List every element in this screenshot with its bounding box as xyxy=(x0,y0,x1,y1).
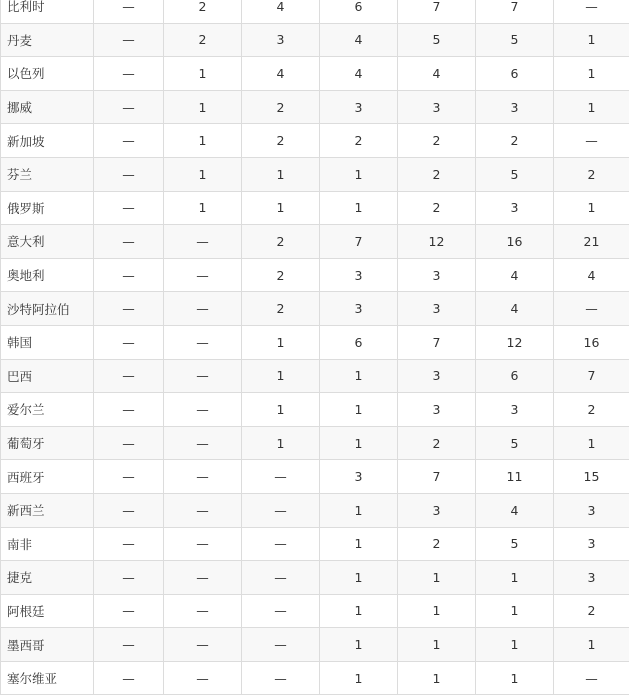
table-row xyxy=(1,628,629,662)
value-cell: — xyxy=(164,460,242,494)
value-cell: 1 xyxy=(320,426,398,460)
value-cell: 3 xyxy=(398,393,476,427)
value-cell: — xyxy=(94,0,164,23)
country-name-cell: 阿根廷 xyxy=(1,594,94,628)
table-row xyxy=(1,258,629,292)
value-cell: 1 xyxy=(554,57,629,91)
country-name-cell: 以色列 xyxy=(1,57,94,91)
value-cell: 1 xyxy=(320,359,398,393)
value-cell: 16 xyxy=(476,225,554,259)
table-row xyxy=(1,157,629,191)
country-name-cell: 新西兰 xyxy=(1,493,94,527)
value-cell: 2 xyxy=(554,594,629,628)
value-cell: 5 xyxy=(476,527,554,561)
value-cell: 4 xyxy=(554,258,629,292)
value-cell: — xyxy=(94,191,164,225)
value-cell: — xyxy=(94,594,164,628)
value-cell: 3 xyxy=(398,90,476,124)
value-cell: 4 xyxy=(320,57,398,91)
value-cell: 1 xyxy=(242,157,320,191)
value-cell: 4 xyxy=(398,57,476,91)
value-cell: 7 xyxy=(398,0,476,23)
country-name-cell: 奥地利 xyxy=(1,258,94,292)
value-cell: 2 xyxy=(554,393,629,427)
value-cell: 7 xyxy=(398,325,476,359)
value-cell: 1 xyxy=(476,561,554,595)
value-cell: 2 xyxy=(320,124,398,158)
value-cell: 1 xyxy=(242,393,320,427)
value-cell: — xyxy=(554,0,629,23)
country-name-cell: 葡萄牙 xyxy=(1,426,94,460)
value-cell: 6 xyxy=(476,57,554,91)
table-row xyxy=(1,527,629,561)
value-cell: 1 xyxy=(242,191,320,225)
value-cell: 1 xyxy=(242,325,320,359)
country-name-cell: 西班牙 xyxy=(1,460,94,494)
value-cell: 1 xyxy=(398,561,476,595)
value-cell: 7 xyxy=(320,225,398,259)
value-cell: 5 xyxy=(398,23,476,57)
value-cell: 1 xyxy=(164,124,242,158)
value-cell: — xyxy=(164,661,242,695)
value-cell: — xyxy=(242,628,320,662)
value-cell: — xyxy=(164,258,242,292)
country-name-cell: 巴西 xyxy=(1,359,94,393)
country-name-cell: 塞尔维亚 xyxy=(1,661,94,695)
value-cell: — xyxy=(242,493,320,527)
table-row xyxy=(1,493,629,527)
value-cell: 1 xyxy=(398,628,476,662)
value-cell: — xyxy=(164,561,242,595)
value-cell: 3 xyxy=(476,393,554,427)
value-cell: — xyxy=(554,124,629,158)
table-row xyxy=(1,23,629,57)
value-cell: 2 xyxy=(242,225,320,259)
value-cell: 1 xyxy=(476,594,554,628)
value-cell: — xyxy=(94,157,164,191)
value-cell: 3 xyxy=(398,493,476,527)
country-name-cell: 俄罗斯 xyxy=(1,191,94,225)
value-cell: 1 xyxy=(554,426,629,460)
value-cell: — xyxy=(94,57,164,91)
table-row xyxy=(1,661,629,695)
country-name-cell: 意大利 xyxy=(1,225,94,259)
value-cell: — xyxy=(94,90,164,124)
value-cell: 2 xyxy=(242,258,320,292)
table-row xyxy=(1,460,629,494)
table-row xyxy=(1,426,629,460)
value-cell: 3 xyxy=(476,191,554,225)
country-name-cell: 挪威 xyxy=(1,90,94,124)
value-cell: 1 xyxy=(164,191,242,225)
country-name-cell: 韩国 xyxy=(1,325,94,359)
value-cell: 3 xyxy=(398,359,476,393)
value-cell: 3 xyxy=(554,527,629,561)
table-row xyxy=(1,561,629,595)
country-name-cell: 芬兰 xyxy=(1,157,94,191)
value-cell: 4 xyxy=(476,258,554,292)
value-cell: 1 xyxy=(164,90,242,124)
value-cell: 1 xyxy=(554,191,629,225)
value-cell: 1 xyxy=(320,493,398,527)
table-row xyxy=(1,57,629,91)
value-cell: 3 xyxy=(398,292,476,326)
value-cell: — xyxy=(164,527,242,561)
value-cell: — xyxy=(94,325,164,359)
value-cell: 5 xyxy=(476,426,554,460)
value-cell: 2 xyxy=(398,426,476,460)
value-cell: 1 xyxy=(242,359,320,393)
value-cell: — xyxy=(164,493,242,527)
value-cell: — xyxy=(164,225,242,259)
value-cell: — xyxy=(94,527,164,561)
table-row xyxy=(1,292,629,326)
value-cell: 1 xyxy=(476,661,554,695)
value-cell: — xyxy=(554,661,629,695)
value-cell: 1 xyxy=(476,628,554,662)
value-cell: 15 xyxy=(554,460,629,494)
value-cell: — xyxy=(94,661,164,695)
value-cell: 2 xyxy=(398,527,476,561)
value-cell: — xyxy=(94,359,164,393)
value-cell: 1 xyxy=(554,90,629,124)
table-row xyxy=(1,325,629,359)
value-cell: 12 xyxy=(398,225,476,259)
value-cell: — xyxy=(164,426,242,460)
value-cell: 1 xyxy=(320,661,398,695)
value-cell: 1 xyxy=(320,393,398,427)
value-cell: 1 xyxy=(164,57,242,91)
value-cell: 4 xyxy=(476,292,554,326)
table-row xyxy=(1,225,629,259)
value-cell: 3 xyxy=(242,23,320,57)
value-cell: — xyxy=(94,393,164,427)
value-cell: — xyxy=(94,292,164,326)
value-cell: — xyxy=(164,292,242,326)
value-cell: 4 xyxy=(476,493,554,527)
value-cell: 1 xyxy=(242,426,320,460)
value-cell: 1 xyxy=(554,23,629,57)
country-name-cell: 爱尔兰 xyxy=(1,393,94,427)
value-cell: 2 xyxy=(554,157,629,191)
value-cell: 1 xyxy=(320,191,398,225)
value-cell: 2 xyxy=(242,292,320,326)
value-cell: 4 xyxy=(320,23,398,57)
value-cell: 3 xyxy=(320,292,398,326)
table-body xyxy=(1,0,629,695)
value-cell: — xyxy=(94,628,164,662)
value-cell: 3 xyxy=(320,258,398,292)
value-cell: 3 xyxy=(320,90,398,124)
value-cell: 7 xyxy=(554,359,629,393)
value-cell: 6 xyxy=(476,359,554,393)
value-cell: — xyxy=(94,561,164,595)
value-cell: 1 xyxy=(320,527,398,561)
value-cell: 3 xyxy=(554,493,629,527)
value-cell: — xyxy=(94,23,164,57)
value-cell: 16 xyxy=(554,325,629,359)
value-cell: 7 xyxy=(398,460,476,494)
value-cell: 2 xyxy=(164,0,242,23)
value-cell: 5 xyxy=(476,157,554,191)
value-cell: — xyxy=(164,393,242,427)
value-cell: 1 xyxy=(320,561,398,595)
value-cell: — xyxy=(164,628,242,662)
value-cell: 3 xyxy=(320,460,398,494)
value-cell: 12 xyxy=(476,325,554,359)
value-cell: — xyxy=(164,325,242,359)
table-row xyxy=(1,90,629,124)
table-row xyxy=(1,393,629,427)
value-cell: 1 xyxy=(398,594,476,628)
value-cell: 4 xyxy=(242,57,320,91)
table-row xyxy=(1,594,629,628)
value-cell: 21 xyxy=(554,225,629,259)
value-cell: 3 xyxy=(554,561,629,595)
table-row xyxy=(1,124,629,158)
value-cell: — xyxy=(242,527,320,561)
value-cell: 1 xyxy=(398,661,476,695)
value-cell: 2 xyxy=(476,124,554,158)
country-name-cell: 新加坡 xyxy=(1,124,94,158)
value-cell: — xyxy=(94,460,164,494)
value-cell: — xyxy=(164,359,242,393)
value-cell: 3 xyxy=(398,258,476,292)
value-cell: 2 xyxy=(398,124,476,158)
value-cell: — xyxy=(94,426,164,460)
value-cell: 2 xyxy=(398,191,476,225)
value-cell: — xyxy=(242,661,320,695)
value-cell: — xyxy=(554,292,629,326)
value-cell: 11 xyxy=(476,460,554,494)
country-name-cell: 比利时 xyxy=(1,0,94,23)
value-cell: 6 xyxy=(320,0,398,23)
value-cell: — xyxy=(94,225,164,259)
table-row xyxy=(1,359,629,393)
value-cell: 6 xyxy=(320,325,398,359)
country-name-cell: 南非 xyxy=(1,527,94,561)
value-cell: 1 xyxy=(164,157,242,191)
value-cell: 2 xyxy=(398,157,476,191)
country-name-cell: 丹麦 xyxy=(1,23,94,57)
value-cell: 2 xyxy=(164,23,242,57)
table-row xyxy=(1,0,629,23)
country-name-cell: 墨西哥 xyxy=(1,628,94,662)
value-cell: 1 xyxy=(320,628,398,662)
country-name-cell: 沙特阿拉伯 xyxy=(1,292,94,326)
value-cell: 1 xyxy=(320,594,398,628)
value-cell: — xyxy=(94,124,164,158)
value-cell: 4 xyxy=(242,0,320,23)
value-cell: 2 xyxy=(242,90,320,124)
table-row xyxy=(1,191,629,225)
value-cell: 5 xyxy=(476,23,554,57)
value-cell: 2 xyxy=(242,124,320,158)
value-cell: — xyxy=(164,594,242,628)
value-cell: — xyxy=(94,493,164,527)
value-cell: 7 xyxy=(476,0,554,23)
value-cell: 1 xyxy=(554,628,629,662)
value-cell: 3 xyxy=(476,90,554,124)
value-cell: — xyxy=(242,460,320,494)
value-cell: 1 xyxy=(320,157,398,191)
value-cell: — xyxy=(94,258,164,292)
value-cell: — xyxy=(242,561,320,595)
value-cell: — xyxy=(242,594,320,628)
country-name-cell: 捷克 xyxy=(1,561,94,595)
